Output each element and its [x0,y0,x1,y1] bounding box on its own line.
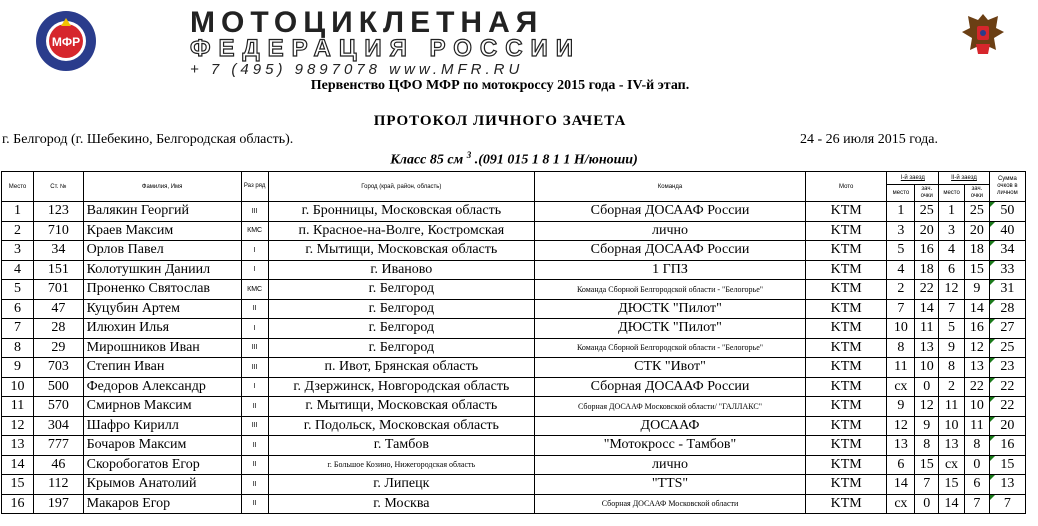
cell-city: п. Ивот, Брянская область [268,358,535,378]
cell-city: г. Белгород [268,319,535,339]
cell-city: г. Москва [268,494,535,514]
cell-heat2-points: 6 [964,475,989,495]
cell-number: 701 [34,280,84,300]
cell-city: г. Подольск, Московская область [268,416,535,436]
cell-heat2-points: 12 [964,338,989,358]
cell-heat2-points: 14 [964,299,989,319]
cell-rank: II [241,455,268,475]
col-heat2-points: зач. очки [964,185,989,202]
cell-name: Смирнов Максим [83,397,241,417]
cell-heat2-place: сх [939,455,965,475]
cell-total: 27 [989,319,1025,339]
cell-total: 34 [989,241,1025,261]
cell-city: г. Мытищи, Московская область [268,397,535,417]
cell-place: 6 [2,299,34,319]
col-rank: Раз ряд [241,172,268,202]
cell-number: 304 [34,416,84,436]
cell-heat2-points: 7 [964,494,989,514]
cell-total: 50 [989,202,1025,222]
col-heat2-place: место [939,185,965,202]
table-row [2,299,1026,319]
cell-rank: КМС [241,280,268,300]
cell-city: г. Липецк [268,475,535,495]
cell-heat1-points: 11 [915,319,939,339]
cell-team: Сборная ДОСААФ России [535,241,806,261]
cell-heat1-place: 11 [887,358,915,378]
cell-name: Шафро Кирилл [83,416,241,436]
cell-heat2-place: 9 [939,338,965,358]
cell-heat1-points: 16 [915,241,939,261]
cell-moto: KTM [805,221,887,241]
cell-heat2-points: 22 [964,377,989,397]
cell-heat2-place: 14 [939,494,965,514]
cell-team: Сборная ДОСААФ Московской области/ "ГАЛЛАКС" [535,397,806,417]
cell-total: 20 [989,416,1025,436]
table-row [2,260,1026,280]
cell-heat2-place: 11 [939,397,965,417]
cell-number: 34 [34,241,84,261]
cell-moto: KTM [805,494,887,514]
cell-heat2-points: 11 [964,416,989,436]
cell-number: 29 [34,338,84,358]
cell-heat1-place: 8 [887,338,915,358]
table-row [2,436,1026,456]
cell-name: Бочаров Максим [83,436,241,456]
cell-place: 7 [2,319,34,339]
cell-team: "Мотокросс - Тамбов" [535,436,806,456]
cell-place: 10 [2,377,34,397]
col-place: Место [2,172,34,202]
cell-team: Команда Сборной Белгородской области - "Белогорье" [535,280,806,300]
cell-heat1-points: 13 [915,338,939,358]
cell-moto: KTM [805,416,887,436]
cell-heat1-points: 7 [915,475,939,495]
cell-moto: KTM [805,319,887,339]
cell-heat2-place: 5 [939,319,965,339]
cell-place: 16 [2,494,34,514]
cell-moto: KTM [805,202,887,222]
cell-place: 3 [2,241,34,261]
cell-team: лично [535,221,806,241]
col-name: Фамилия, Имя [83,172,241,202]
cell-name: Проненко Святослав [83,280,241,300]
cell-rank: III [241,202,268,222]
cell-heat1-points: 15 [915,455,939,475]
cell-heat1-points: 18 [915,260,939,280]
cell-total: 25 [989,338,1025,358]
coat-of-arms-icon [958,10,1008,60]
cell-total: 28 [989,299,1025,319]
cell-team: Сборная ДОСААФ России [535,377,806,397]
cell-heat2-place: 6 [939,260,965,280]
cell-moto: KTM [805,358,887,378]
cell-number: 703 [34,358,84,378]
cell-heat1-place: 12 [887,416,915,436]
col-number: Ст. № [34,172,84,202]
cell-city: г. Белгород [268,280,535,300]
cell-team: СТК "Ивот" [535,358,806,378]
cell-rank: II [241,397,268,417]
cell-total: 16 [989,436,1025,456]
cell-heat1-points: 0 [915,377,939,397]
cell-rank: I [241,260,268,280]
cell-rank: I [241,377,268,397]
cell-rank: III [241,338,268,358]
cell-moto: KTM [805,338,887,358]
table-row [2,455,1026,475]
cell-place: 13 [2,436,34,456]
cell-heat1-place: 1 [887,202,915,222]
cell-heat1-place: 13 [887,436,915,456]
cell-city: г. Бронницы, Московская область [268,202,535,222]
col-total: Сумма очков в личном [989,172,1025,202]
cell-heat2-points: 13 [964,358,989,378]
col-moto: Мото [805,172,887,202]
cell-city: г. Иваново [268,260,535,280]
cell-moto: KTM [805,299,887,319]
cell-place: 5 [2,280,34,300]
cell-number: 570 [34,397,84,417]
cell-heat2-points: 8 [964,436,989,456]
cell-total: 13 [989,475,1025,495]
cell-heat1-place: 3 [887,221,915,241]
table-row [2,221,1026,241]
cell-rank: II [241,436,268,456]
cell-heat1-place: 9 [887,397,915,417]
cell-number: 112 [34,475,84,495]
cell-city: г. Большое Козино, Нижегородская область [268,455,535,475]
cell-heat1-place: 5 [887,241,915,261]
cell-number: 28 [34,319,84,339]
cell-team: Сборная ДОСААФ России [535,202,806,222]
cell-heat2-place: 4 [939,241,965,261]
results-table [1,171,1026,514]
table-row [2,397,1026,417]
cell-total: 33 [989,260,1025,280]
table-row [2,377,1026,397]
cell-heat1-points: 20 [915,221,939,241]
cell-name: Мирошников Иван [83,338,241,358]
cell-number: 710 [34,221,84,241]
cell-heat1-points: 22 [915,280,939,300]
cell-heat1-points: 8 [915,436,939,456]
cell-place: 9 [2,358,34,378]
cell-place: 2 [2,221,34,241]
table-row [2,475,1026,495]
cell-team: ДЮСТК "Пилот" [535,299,806,319]
cell-total: 31 [989,280,1025,300]
cell-name: Макаров Егор [83,494,241,514]
cell-heat2-points: 15 [964,260,989,280]
table-row [2,319,1026,339]
cell-total: 23 [989,358,1025,378]
cell-city: п. Красное-на-Волге, Костромская [268,221,535,241]
table-row [2,338,1026,358]
logo-text: МФР [51,35,81,49]
cell-total: 22 [989,377,1025,397]
cell-heat1-place: 6 [887,455,915,475]
cell-heat2-place: 7 [939,299,965,319]
brand-line1: МОТОЦИКЛЕТНАЯ [190,6,544,39]
class-title: Класс 85 см $^3$ .(091 015 1 8 1 1 Н/юноши) [390,150,638,168]
table-row [2,416,1026,436]
cell-name: Степин Иван [83,358,241,378]
cell-total: 22 [989,397,1025,417]
cell-moto: KTM [805,377,887,397]
cell-rank: III [241,358,268,378]
cell-place: 15 [2,475,34,495]
cell-team: "TTS" [535,475,806,495]
cell-heat2-place: 3 [939,221,965,241]
cell-team: Команда Сборной Белгородской области - "Белогорье" [535,338,806,358]
cell-city: г. Тамбов [268,436,535,456]
cell-team: 1 ГПЗ [535,260,806,280]
cell-heat2-points: 16 [964,319,989,339]
cell-heat2-place: 8 [939,358,965,378]
cell-city: г. Мытищи, Московская область [268,241,535,261]
cell-name: Крымов Анатолий [83,475,241,495]
cell-rank: КМС [241,221,268,241]
cell-rank: II [241,494,268,514]
brand-line2: ФЕДЕРАЦИЯ РОССИИ [190,35,582,62]
cell-heat1-place: 7 [887,299,915,319]
table-row [2,494,1026,514]
event-title: Первенство ЦФО МФР по мотокроссу 2015 года - IV-й этап. [310,78,690,93]
table-row [2,241,1026,261]
cell-heat2-points: 18 [964,241,989,261]
cell-heat1-points: 12 [915,397,939,417]
cell-number: 151 [34,260,84,280]
col-heat1-place: место [887,185,915,202]
cell-heat2-points: 20 [964,221,989,241]
cell-number: 47 [34,299,84,319]
cell-heat1-place: 14 [887,475,915,495]
cell-heat2-place: 10 [939,416,965,436]
cell-heat1-place: 4 [887,260,915,280]
cell-heat2-points: 10 [964,397,989,417]
cell-place: 4 [2,260,34,280]
cell-rank: II [241,299,268,319]
cell-heat1-place: 10 [887,319,915,339]
cell-heat2-points: 9 [964,280,989,300]
cell-moto: KTM [805,260,887,280]
table-row [2,280,1026,300]
cell-number: 500 [34,377,84,397]
cell-rank: II [241,475,268,495]
cell-rank: I [241,319,268,339]
cell-moto: KTM [805,397,887,417]
cell-place: 12 [2,416,34,436]
cell-place: 14 [2,455,34,475]
cell-place: 11 [2,397,34,417]
col-city: Город (край, район, область) [268,172,535,202]
cell-total: 15 [989,455,1025,475]
brand-contacts: + 7 (495) 9897078 www.MFR.RU [190,61,524,78]
federation-brand [190,8,850,80]
col-heat1: I-й заезд [887,172,939,185]
cell-heat2-place: 1 [939,202,965,222]
cell-heat1-place: сх [887,494,915,514]
cell-moto: KTM [805,455,887,475]
cell-team: ДОСААФ [535,416,806,436]
cell-moto: KTM [805,280,887,300]
col-heat2: II-й заезд [939,172,990,185]
cell-name: Куцубин Артем [83,299,241,319]
cell-total: 40 [989,221,1025,241]
cell-team: ДЮСТК "Пилот" [535,319,806,339]
cell-heat2-points: 25 [964,202,989,222]
cell-name: Илюхин Илья [83,319,241,339]
cell-name: Валякин Георгий [83,202,241,222]
cell-heat1-place: сх [887,377,915,397]
table-row [2,358,1026,378]
cell-heat1-points: 14 [915,299,939,319]
event-place: г. Белгород (г. Шебекино, Белгородская область). [2,132,294,147]
cell-moto: KTM [805,436,887,456]
cell-heat1-points: 10 [915,358,939,378]
cell-heat2-place: 15 [939,475,965,495]
cell-place: 8 [2,338,34,358]
cell-heat1-points: 0 [915,494,939,514]
cell-rank: III [241,416,268,436]
cell-place: 1 [2,202,34,222]
federation-logo [35,10,97,72]
cell-rank: I [241,241,268,261]
cell-team: Сборная ДОСААФ Московской области [535,494,806,514]
cell-name: Федоров Александр [83,377,241,397]
cell-name: Орлов Павел [83,241,241,261]
cell-team: лично [535,455,806,475]
cell-number: 777 [34,436,84,456]
table-row [2,202,1026,222]
cell-moto: KTM [805,241,887,261]
cell-number: 123 [34,202,84,222]
protocol-title: ПРОТОКОЛ ЛИЧНОГО ЗАЧЕТА [373,113,627,129]
cell-heat2-place: 13 [939,436,965,456]
cell-heat2-place: 12 [939,280,965,300]
cell-name: Колотушкин Даниил [83,260,241,280]
cell-heat2-place: 2 [939,377,965,397]
cell-name: Краев Максим [83,221,241,241]
cell-name: Скоробогатов Егор [83,455,241,475]
cell-city: г. Дзержинск, Новгородская область [268,377,535,397]
cell-heat1-points: 25 [915,202,939,222]
cell-city: г. Белгород [268,338,535,358]
col-heat1-points: зач. очки [915,185,939,202]
col-team: Команда [535,172,806,202]
cell-moto: KTM [805,475,887,495]
cell-number: 197 [34,494,84,514]
cell-number: 46 [34,455,84,475]
cell-heat1-points: 9 [915,416,939,436]
cell-city: г. Белгород [268,299,535,319]
cell-heat2-points: 0 [964,455,989,475]
event-dates: 24 - 26 июля 2015 года. [800,132,939,147]
cell-total: 7 [989,494,1025,514]
cell-heat1-place: 2 [887,280,915,300]
